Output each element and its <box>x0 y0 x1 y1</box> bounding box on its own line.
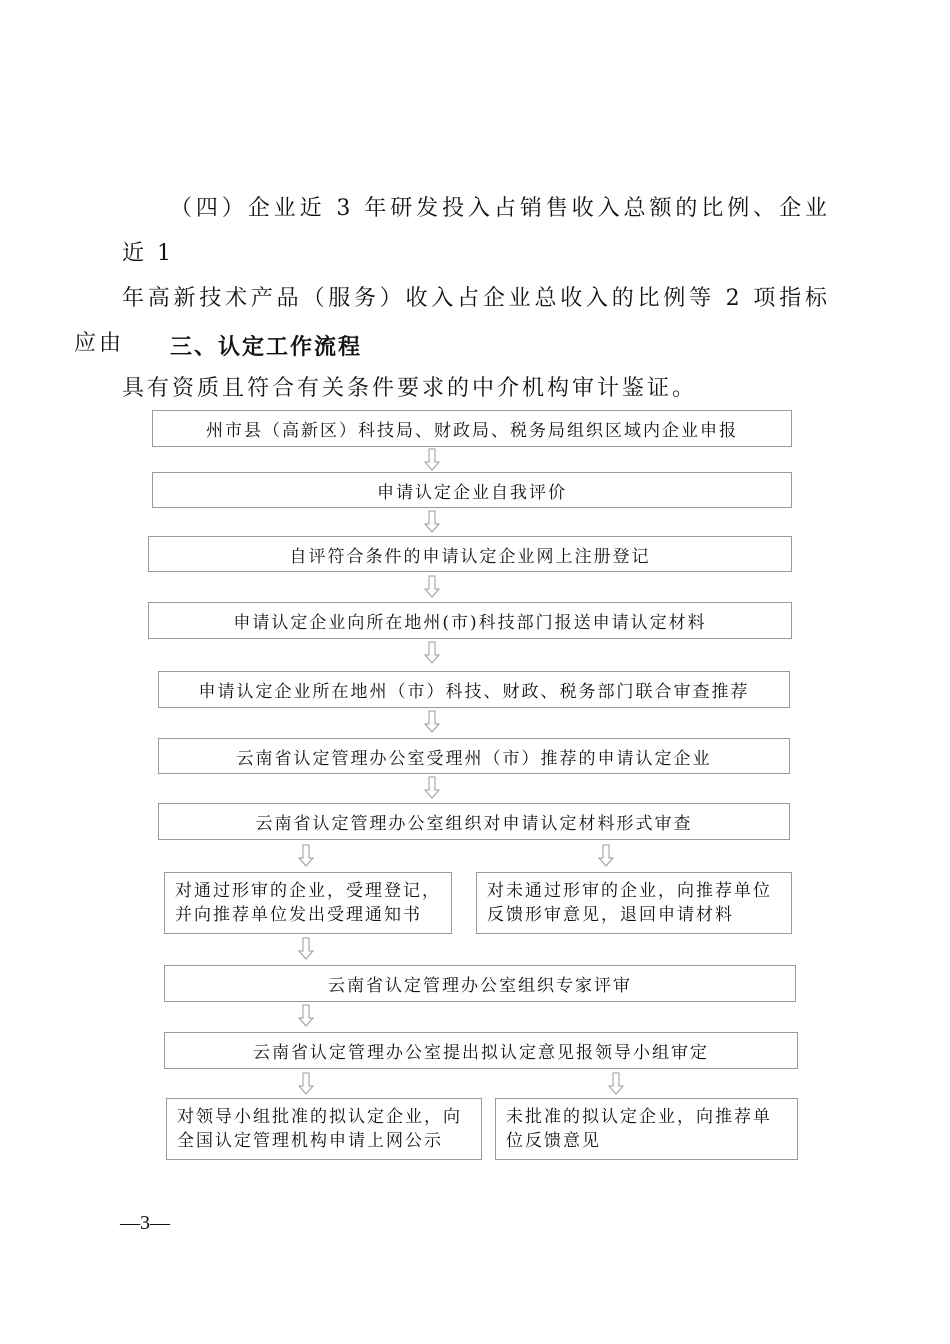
flow-step-text: 申请认定企业自我评价 <box>377 482 567 503</box>
flow-branch-text: 全国认定管理机构申请上网公示 <box>177 1131 443 1151</box>
flow-step-expert-review <box>164 965 796 1002</box>
flow-step-text: 自评符合条件的申请认定企业网上注册登记 <box>289 546 651 567</box>
flow-step-joint-review <box>158 671 790 708</box>
down-arrow-icon <box>424 641 440 665</box>
down-arrow-icon <box>298 1004 314 1028</box>
down-arrow-icon <box>298 1072 314 1096</box>
paragraph-item-4 <box>74 186 830 411</box>
flow-step-submit-materials <box>148 602 792 639</box>
flow-step-text: 申请认定企业向所在地州(市)科技部门报送申请认定材料 <box>233 613 707 633</box>
paragraph-line: （四）企业近 3 年研发投入占销售收入总额的比例、企业近 1 <box>122 196 830 266</box>
down-arrow-icon <box>424 448 440 472</box>
paragraph-line: 年高新技术产品（服务）收入占企业总收入的比例等 2 项指标应由 <box>74 286 830 356</box>
flow-branch-text: 对通过形审的企业，受理登记， <box>175 881 441 901</box>
flow-step-online-registration <box>148 536 792 572</box>
flow-branch-approved <box>166 1098 482 1160</box>
flow-step-accept-recommendation <box>158 738 790 774</box>
flow-branch-rejected <box>495 1098 798 1160</box>
flow-branch-text: 位反馈意见 <box>506 1131 601 1151</box>
flow-branch-text: 反馈形审意见，退回申请材料 <box>487 905 734 925</box>
page-number: —3— <box>120 1212 170 1234</box>
flow-step-text: 州市县（高新区）科技局、财政局、税务局组织区域内企业申报 <box>206 421 738 441</box>
down-arrow-icon <box>298 844 314 868</box>
down-arrow-icon <box>424 776 440 800</box>
flow-step-text: 云南省认定管理办公室提出拟认定意见报领导小组审定 <box>253 1043 709 1063</box>
flow-step-self-evaluation <box>152 472 792 508</box>
down-arrow-icon <box>424 710 440 734</box>
flow-branch-text: 对领导小组批准的拟认定企业，向 <box>177 1107 462 1127</box>
flow-step-text: 申请认定企业所在地州（市）科技、财政、税务部门联合审查推荐 <box>198 682 750 702</box>
down-arrow-icon <box>608 1072 624 1096</box>
flow-step-leadership-approval <box>164 1032 798 1069</box>
down-arrow-icon <box>298 937 314 961</box>
flow-branch-text: 未批准的拟认定企业，向推荐单 <box>506 1107 772 1127</box>
flow-branch-text: 并向推荐单位发出受理通知书 <box>175 905 422 925</box>
down-arrow-icon <box>598 844 614 868</box>
flow-step-report <box>152 410 792 447</box>
flow-branch-text: 对未通过形审的企业，向推荐单位 <box>487 881 772 901</box>
flow-step-text: 云南省认定管理办公室受理州（市）推荐的申请认定企业 <box>236 748 712 769</box>
flow-step-text: 云南省认定管理办公室组织对申请认定材料形式审查 <box>255 814 693 834</box>
flow-step-text: 云南省认定管理办公室组织专家评审 <box>328 976 632 996</box>
flow-branch-passed <box>164 872 452 934</box>
paragraph-line: 具有资质且符合有关条件要求的中介机构审计鉴证。 <box>122 376 698 401</box>
down-arrow-icon <box>424 575 440 599</box>
down-arrow-icon <box>424 510 440 534</box>
flow-step-formal-review <box>158 803 790 840</box>
section-heading: 三、认定工作流程 <box>170 335 363 360</box>
flow-branch-failed <box>476 872 792 934</box>
